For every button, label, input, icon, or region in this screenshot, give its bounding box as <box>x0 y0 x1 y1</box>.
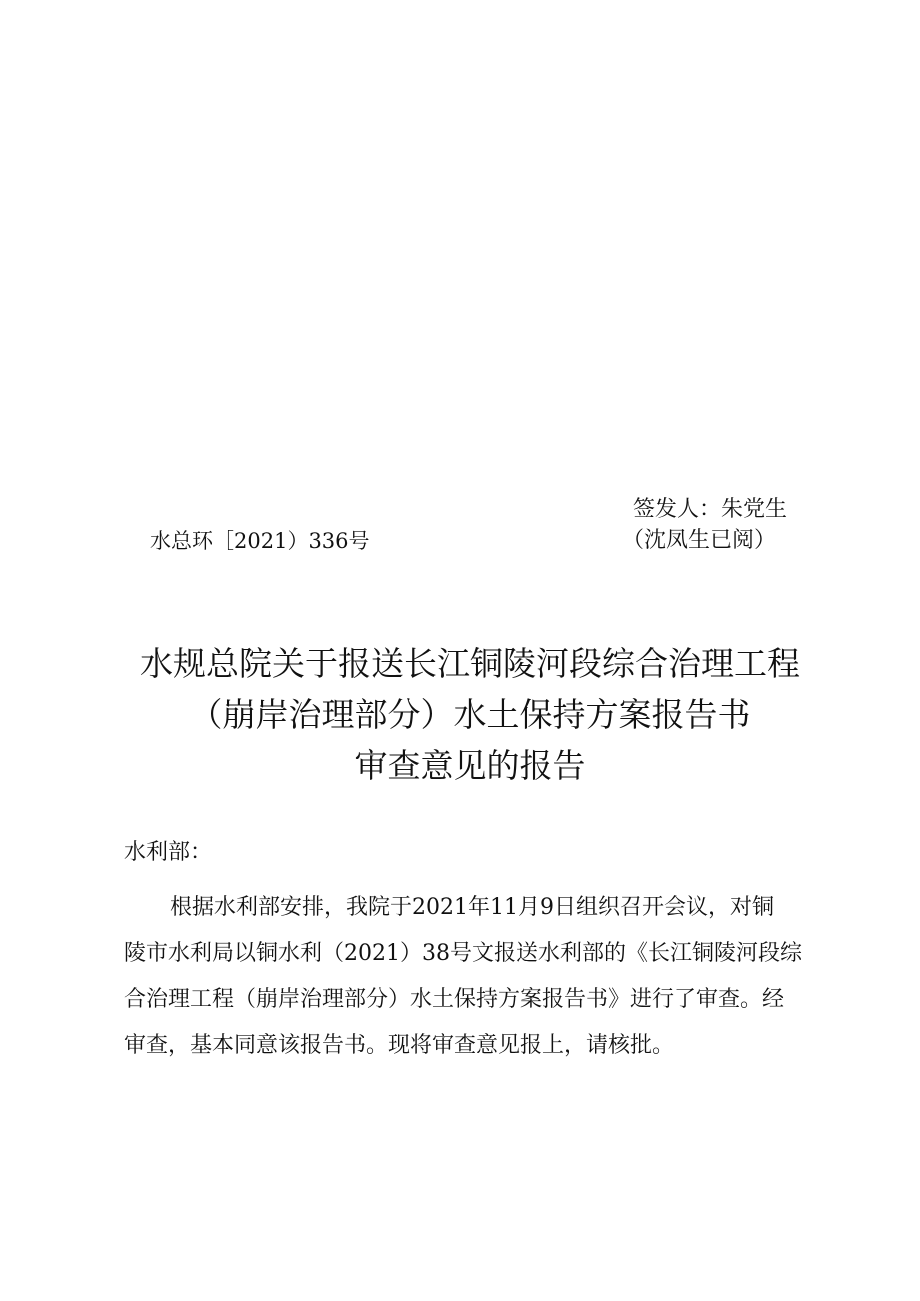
title-line-2: （崩岸治理部分）水土保持方案报告书 <box>189 695 751 734</box>
document-title <box>80 638 860 791</box>
document-number: 水总环［2021）336号 <box>150 529 370 553</box>
body-line-4: 审查，基本同意该报告书。现将审查意见报上，请核批。 <box>124 1033 675 1058</box>
signer-note: （沈凤生已阅） <box>622 528 777 553</box>
body-paragraph <box>124 885 824 1069</box>
title-line-3: 审查意见的报告 <box>354 746 586 785</box>
body-line-2: 陵市水利局以铜水利（2021）38号文报送水利部的《长江铜陵河段综 <box>124 941 802 966</box>
body-line-3: 合治理工程（崩岸治理部分）水土保持方案报告书》进行了审查。经 <box>124 987 785 1012</box>
addressee: 水利部： <box>124 840 213 865</box>
body-line-1: 根据水利部安排，我院于2021年11月9日组织召开会议，对铜 <box>170 895 774 920</box>
signer-line: 签发人：朱党生 <box>633 497 788 522</box>
title-line-1: 水规总院关于报送长江铜陵河段综合治理工程 <box>140 644 800 683</box>
